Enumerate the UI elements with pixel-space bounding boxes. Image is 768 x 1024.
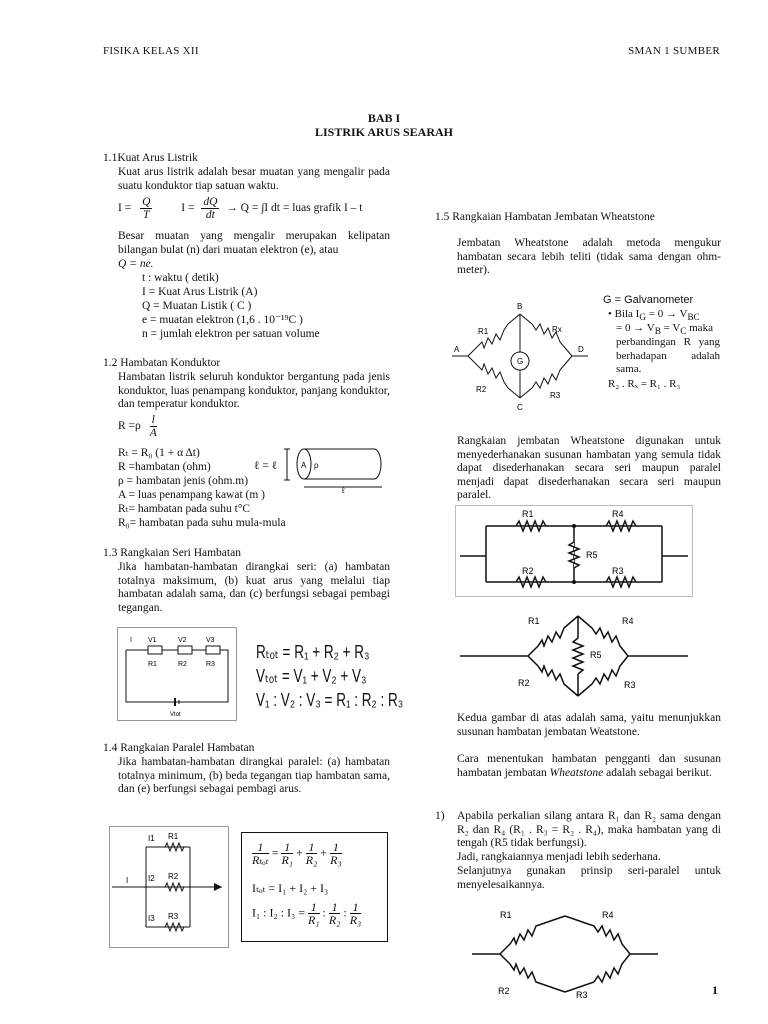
parallel-label-r2: R2 <box>168 872 179 881</box>
simplified-label-r4: R4 <box>602 910 614 920</box>
definition-i: I = Kuat Arus Listrik (A) <box>142 286 258 298</box>
series-label-vtot: Vtot <box>170 712 181 718</box>
formula-rt: Rₜ = R₀ (1 + α Δt) <box>118 447 200 459</box>
bridge-simplified-figure <box>470 906 660 1002</box>
parallel-ratio-r2 <box>329 901 341 926</box>
parallel-label-i3: I3 <box>148 914 155 923</box>
section-1-5-heading: 1.5 Rangkaian Hambatan Jembatan Wheatstone <box>435 211 655 223</box>
conductor-rho-label: ρ <box>314 461 319 470</box>
section-1-2-heading: 1.2 Hambatan Konduktor <box>103 357 221 369</box>
formula-integral: → Q = ∫I dt = luas grafik I – t <box>226 201 363 214</box>
formula-denominator: dt <box>205 209 215 221</box>
parallel-equations-box <box>241 832 388 942</box>
definition-t: t : waktu ( detik) <box>142 272 219 284</box>
series-label-r2: R2 <box>178 661 187 668</box>
parallel-frac-r3 <box>330 841 342 866</box>
parallel-eq-current: Iₜₒₜ = I₁ + I₂ + I₃ <box>252 881 329 895</box>
formula-denominator: A <box>149 427 157 439</box>
bridge-label-r1: R1 <box>478 327 489 336</box>
parallel-frac-rtot <box>252 841 269 866</box>
series-circuit-figure <box>117 627 237 721</box>
formula-denominator: T <box>143 209 150 221</box>
bridge-rect-svg <box>456 506 692 596</box>
definition-a: A = luas penampang kawat (m ) <box>118 489 266 501</box>
bridge-label-rx: Rx <box>552 325 562 334</box>
definition-rt: Rₜ= hambatan pada suhu t°C <box>118 503 251 515</box>
bridge-label-r2: R2 <box>476 385 487 394</box>
cond-text: = 0 → V <box>616 322 655 334</box>
parallel-label-i1: I1 <box>148 834 155 843</box>
diamond-label-r2: R2 <box>518 678 530 688</box>
formula-numerator: l <box>151 414 155 426</box>
bridge-condition-3: perbandingan R yang berhadapan adalah sama. <box>616 336 720 375</box>
cond-sub: BC <box>687 312 700 323</box>
section-1-4-heading: 1.4 Rangkaian Paralel Hambatan <box>103 742 255 754</box>
formula-q-ne: Q = ne. <box>118 258 154 270</box>
section-1-3-text: Jika hambatan-hambatan dirangkai seri: (a) hambatan totalnya maksimum, (b) kuat arus yang melalui tiap hambatan adalah sama, dan (c) berfungsi sebagai pembagi tegangan. <box>118 561 390 614</box>
bridge-label-r3: R3 <box>550 391 561 400</box>
parallel-eq-ratio: I₁ : I₂ : I₃ = $\frac{1}{\text{R₁}}$ : $\frac{1}{\text{R₂}}$ : $\frac{1}{\text{R₃}}$ <box>252 900 362 927</box>
rect-label-r5: R5 <box>586 550 598 560</box>
chapter-title: LISTRIK ARUS SEARAH <box>314 125 454 139</box>
series-equations <box>256 640 403 712</box>
list-item-1-text: Apabila perkalian silang antara R₁ dan R₂ sama dengan R₂ dan R₄ (R₁ . R₃ = R₂ . R₄), maka hambatan yang di tengah (R5 tidak berfungsi). <box>457 810 721 849</box>
section-1-1-text: Kuat arus listrik adalah besar muatan yang mengalir pada suatu konduktor tiap satuan waktu. <box>118 166 390 192</box>
page-number: 1 <box>712 983 718 997</box>
parallel-eq-resistance: $\frac{1}{\text{Rₜₒₜ}}$ = $\frac{1}{\text{R₁}}$ + $\frac{1}{\text{R₂}}$ + $\frac{1}{\text{R₃}}$ <box>252 840 342 867</box>
formula-resistance <box>118 414 157 444</box>
series-label-r1: R1 <box>148 661 157 668</box>
bridge-node-a: A <box>454 345 460 354</box>
bridge-balance-equation: R₂ . Rₓ = R₁ . R₃ <box>608 378 681 390</box>
galvanometer-definition: G = Galvanometer <box>603 294 694 306</box>
diamond-label-r5: R5 <box>590 650 602 660</box>
bridge-rect-figure <box>455 505 693 597</box>
rect-label-r4: R4 <box>612 509 624 519</box>
section-1-5-text-4 <box>457 753 721 780</box>
section-1-5-text-3: Kedua gambar di atas adalah sama, yaitu menunjukkan susunan hambatan jembatan Weatstone. <box>457 712 721 738</box>
formula-q-over-t <box>140 196 152 221</box>
bridge-node-c: C <box>517 403 523 412</box>
formula-numerator: 1 <box>350 901 362 914</box>
conductor-length-label: ℓ = ℓ <box>254 460 278 472</box>
conductor-a-label: A <box>301 461 307 470</box>
formula-i2-label: I = <box>181 201 195 214</box>
bridge-diamond-figure <box>458 608 690 704</box>
formula-denominator: R₁ <box>307 913 320 927</box>
formula-r-rho: R =ρ <box>118 419 141 432</box>
series-label-i: I <box>130 637 132 644</box>
formula-numerator: 1 <box>329 901 341 914</box>
parallel-label-i2: I2 <box>148 874 155 883</box>
series-eq-ratio: V₁ : V₂ : V₃ = R₁ : R₂ : R₃ <box>256 690 404 710</box>
cond-sub: B <box>654 326 661 337</box>
series-label-r3: R3 <box>206 661 215 668</box>
cond-text: maka <box>686 322 713 334</box>
cond-text: • Bila I <box>608 308 640 320</box>
bridge-node-d: D <box>578 345 584 354</box>
diamond-label-r3: R3 <box>624 680 636 690</box>
series-circuit-svg <box>118 628 236 720</box>
simplified-label-r3: R3 <box>576 990 588 1000</box>
formula-numerator: 1 <box>252 841 269 854</box>
bridge-galvanometer-g: G <box>517 357 524 366</box>
definition-rho: ρ = hambatan jenis (ohm.m) <box>118 475 249 487</box>
diamond-label-r4: R4 <box>622 616 634 626</box>
parallel-frac-r1 <box>281 841 293 866</box>
conductor-len-label: ℓ <box>342 486 345 494</box>
formula-l-over-a <box>150 414 157 439</box>
section-1-1-text-2: Besar muatan yang mengalir merupakan kelipatan bilangan bulat (n) dari muatan elektron (e), atau <box>118 230 390 256</box>
rect-label-r2: R2 <box>522 566 534 576</box>
series-eq-voltage: Vₜₒₜ = V₁ + V₂ + V₃ <box>256 666 367 686</box>
formula-denominator: R₁ <box>281 853 293 867</box>
parallel-label-i: I <box>126 876 129 885</box>
formula-denominator: Rₜₒₜ <box>252 853 269 867</box>
section-1-2-text: Hambatan listrik seluruh konduktor bergantung pada jenis konduktor, luas penampang konduktor, panjang konduktor, dan temperatur konduktor. <box>118 371 390 410</box>
formula-numerator: 1 <box>281 841 293 854</box>
parallel-ratio-r1 <box>308 901 320 926</box>
formula-current <box>118 196 363 228</box>
formula-denominator: R₂ <box>305 853 318 867</box>
cond-text: = 0 → V <box>645 308 688 320</box>
bridge-node-b: B <box>517 302 523 311</box>
text-run: adalah sebagai berikut. <box>603 766 712 779</box>
section-1-4-text: Jika hambatan-hambatan dirangkai paralel: (a) hambatan totalnya minimum, (b) beda tegangan tiap hambatan sama, dan (e) berfungsi sebagai pembagi arus. <box>118 756 390 795</box>
cond-sub: C <box>680 326 687 337</box>
cond-sub: G <box>639 312 646 323</box>
rect-label-r1: R1 <box>522 509 534 519</box>
rect-label-r3: R3 <box>612 566 624 576</box>
parallel-frac-r2 <box>306 841 318 866</box>
definition-e: e = muatan elektron (1,6 . 10⁻¹⁹C ) <box>142 314 303 326</box>
header-right: SMAN 1 SUMBER <box>628 45 720 57</box>
definition-r: R =hambatan (ohm) <box>118 461 211 473</box>
series-label-v3: V3 <box>206 637 215 644</box>
parallel-eq-ratio-lhs: I₁ : I₂ : I₃ = <box>252 905 305 920</box>
parallel-circuit-figure <box>109 826 229 948</box>
formula-numerator: Q <box>142 196 151 208</box>
text-run: Cara menentukan hambatan pengganti dan susunan hambatan jembatan <box>457 753 721 779</box>
formula-denominator: R₂ <box>328 913 341 927</box>
formula-numerator: 1 <box>330 841 342 854</box>
parallel-label-r3: R3 <box>168 912 179 921</box>
definition-q: Q = Muatan Listik ( C ) <box>142 300 252 312</box>
formula-denominator: R₃ <box>349 913 362 927</box>
parallel-ratio-r3 <box>350 901 362 926</box>
list-number-1: 1) <box>435 810 445 822</box>
header-left: FISIKA KELAS XII <box>103 45 199 57</box>
list-item-1-text-2: Jadi, rangkaiannya menjadi lebih sederhana. <box>457 851 661 863</box>
text-run-italic: Wheatstone <box>549 766 604 779</box>
definition-n: n = jumlah elektron per satuan volume <box>142 328 320 340</box>
chapter-number: BAB I <box>367 111 401 125</box>
list-item-1-text-3: Selanjutnya gunakan prinsip seri-paralel untuk menyelesaikannya. <box>457 865 721 891</box>
formula-i-label: I = <box>118 201 132 214</box>
section-1-5-text-2: Rangkaian jembatan Wheatstone digunakan untuk menyederhanakan susunan hambatan yang semula tidak dapat disederhanakan secara seri maupun paralel menjadi dapat disederhanakan secara seri maupun paralel. <box>457 435 721 501</box>
definition-r0: R₀= hambatan pada suhu mula-mula <box>118 517 286 529</box>
section-1-1-heading: 1.1Kuat Arus Listrik <box>103 152 198 164</box>
formula-numerator: dQ <box>203 196 218 208</box>
parallel-circuit-svg <box>110 827 228 947</box>
cond-text: = V <box>660 322 681 334</box>
section-1-5-text: Jembatan Wheatstone adalah metoda mengukur hambatan secara lebih teliti (tidak sama dengan ohm-meter). <box>457 237 721 276</box>
series-label-v2: V2 <box>178 637 187 644</box>
wheatstone-bridge-figure <box>450 296 590 412</box>
section-1-3-heading: 1.3 Rangkaian Seri Hambatan <box>103 547 241 559</box>
series-label-v1: V1 <box>148 637 157 644</box>
simplified-label-r2: R2 <box>498 986 510 996</box>
formula-denominator: R₃ <box>330 853 342 867</box>
formula-numerator: 1 <box>306 841 318 854</box>
formula-dq-over-dt <box>201 196 219 221</box>
conductor-cylinder-figure <box>282 444 392 494</box>
simplified-label-r1: R1 <box>500 910 512 920</box>
parallel-label-r1: R1 <box>168 832 179 841</box>
series-eq-resistance: Rₜₒₜ = R₁ + R₂ + R₃ <box>256 642 370 662</box>
diamond-label-r1: R1 <box>528 616 540 626</box>
formula-numerator: 1 <box>308 901 320 914</box>
